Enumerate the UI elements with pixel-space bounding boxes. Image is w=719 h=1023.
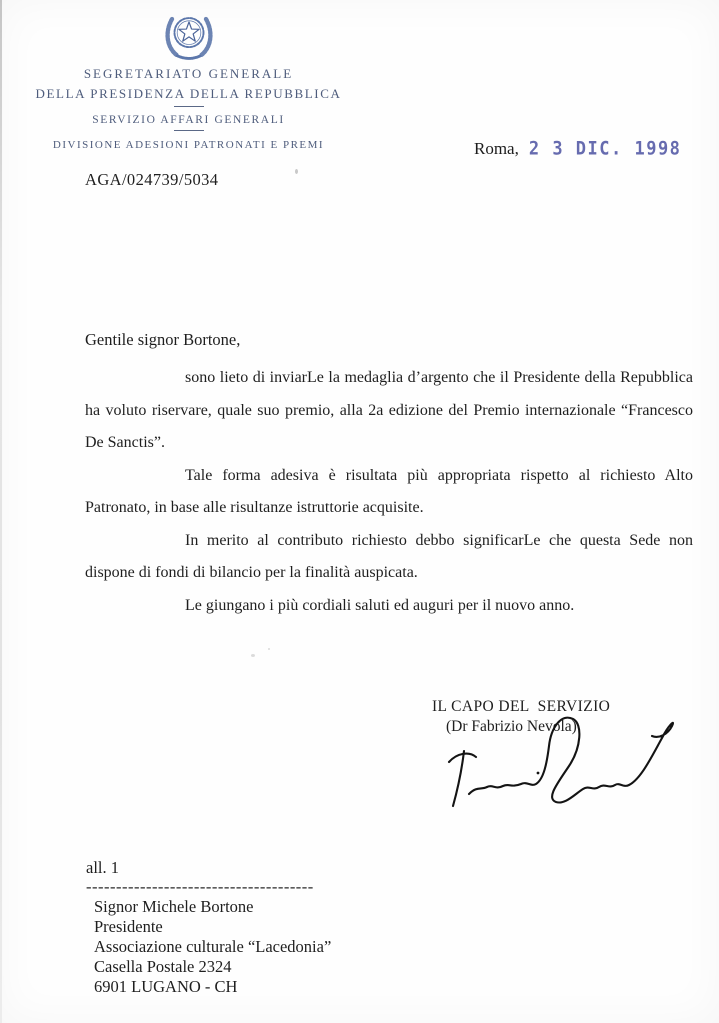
letterhead	[16, 8, 361, 151]
dateline	[474, 139, 681, 159]
paragraph: In merito al contributo richiesto debbo significarLe che questa Sede non dispone di fondi di bilancio per la finalità auspicata.	[85, 531, 693, 581]
salutation: Gentile signor Bortone,	[85, 330, 241, 349]
letterhead-divider	[174, 106, 204, 107]
letterhead-divider	[174, 130, 204, 131]
scan-edge-artifact	[0, 0, 2, 1023]
recipient-role: Presidente	[94, 917, 163, 936]
footer	[86, 858, 331, 997]
org-name-line2: DELLA PRESIDENZA DELLA REPUBBLICA	[35, 86, 342, 101]
recipient-city: 6901 LUGANO - CH	[94, 977, 238, 996]
org-service: SERVIZIO AFFARI GENERALI	[92, 114, 285, 126]
scan-speck	[251, 654, 255, 657]
date-city-label: Roma,	[474, 139, 519, 158]
org-division: DIVISIONE ADESIONI PATRONATI E PREMI	[52, 139, 325, 151]
recipient-po-box: Casella Postale 2324	[94, 957, 232, 976]
recipient-address	[86, 897, 331, 997]
org-name-line1: SEGRETARIATO GENERALE	[83, 66, 294, 81]
scan-speck	[268, 648, 270, 650]
paragraph: Tale forma adesiva è risultata più appropriata rispetto al richiesto Alto Patronato, in base alle risultanze istruttorie acquisite.	[85, 466, 693, 516]
signer-name: (Dr Fabrizio Nevola)	[446, 718, 577, 735]
date-stamp: 2 3 DIC. 1998	[528, 137, 682, 161]
separator-dashes: --------------------------------------	[86, 877, 314, 896]
signer-title: IL CAPO DEL SERVIZIO	[432, 698, 611, 715]
italian-republic-emblem-icon	[160, 8, 218, 62]
enclosure-note: all. 1	[86, 858, 119, 877]
letter-body	[85, 362, 693, 622]
scan-speck	[295, 169, 298, 174]
protocol-reference: AGA/024739/5034	[85, 170, 219, 189]
signature-block	[432, 698, 610, 736]
recipient-org: Associazione culturale “Lacedonia”	[94, 937, 332, 956]
paragraph: sono lieto di inviarLe la medaglia d’argento che il Presidente della Repubblica ha voluto riservare, quale suo premio, alla 2a edizione del Premio internazionale “Francesco De Sanctis”.	[85, 369, 693, 451]
recipient-name: Signor Michele Bortone	[94, 897, 254, 916]
paragraph: Le giungano i più cordiali saluti ed auguri per il nuovo anno.	[185, 596, 575, 614]
